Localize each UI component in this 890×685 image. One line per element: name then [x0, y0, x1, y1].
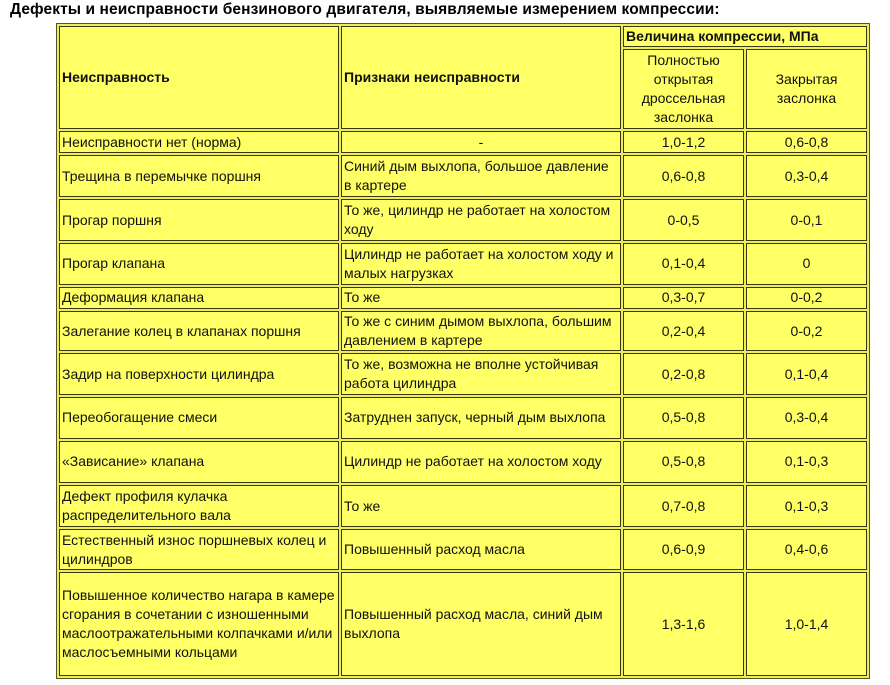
header-fault: Неисправность: [59, 26, 339, 129]
fault-cell: «Зависание» клапана: [59, 441, 339, 484]
signs-cell: -: [341, 131, 621, 152]
fault-cell: Трещина в перемычке поршня: [59, 155, 339, 198]
open-throttle-value: 0,5-0,8: [623, 397, 744, 439]
compression-defects-table: [56, 23, 870, 679]
closed-throttle-value: 0,3-0,4: [746, 397, 867, 439]
fault-cell: Залегание колец в клапанах поршня: [59, 311, 339, 352]
page-title: Дефекты и неисправности бензинового двигателя, выявляемые измерением компрессии:: [10, 1, 720, 18]
closed-throttle-value: 0-0,2: [746, 311, 867, 352]
signs-cell: То же, цилиндр не работает на холостом ходу: [341, 199, 621, 241]
closed-throttle-value: 0,1-0,3: [746, 441, 867, 484]
signs-cell: Повышенный расход масла, синий дым выхлопа: [341, 572, 621, 676]
signs-cell: То же: [341, 287, 621, 309]
table-row: [59, 485, 867, 527]
open-throttle-value: 0,2-0,4: [623, 311, 744, 352]
table-row: [59, 131, 867, 152]
signs-cell: То же: [341, 485, 621, 527]
fault-cell: Прогар поршня: [59, 199, 339, 241]
closed-throttle-value: 0,6-0,8: [746, 131, 867, 152]
open-throttle-value: 0,5-0,8: [623, 441, 744, 484]
header-open-throttle: Полностью открытая дроссельная заслонка: [623, 49, 744, 129]
open-throttle-value: 0,2-0,8: [623, 353, 744, 395]
table-row: [59, 572, 867, 676]
signs-cell: Затруднен запуск, черный дым выхлопа: [341, 397, 621, 439]
closed-throttle-value: 0-0,2: [746, 287, 867, 309]
closed-throttle-value: 0,1-0,3: [746, 485, 867, 527]
table-row: [59, 155, 867, 198]
signs-cell: Цилиндр не работает на холостом ходу и малых нагрузках: [341, 243, 621, 285]
closed-throttle-value: 0,1-0,4: [746, 353, 867, 395]
open-throttle-value: 0,3-0,7: [623, 287, 744, 309]
fault-cell: Задир на поверхности цилиндра: [59, 353, 339, 395]
table-row: [59, 199, 867, 241]
signs-cell: Синий дым выхлопа, большое давление в картере: [341, 155, 621, 198]
closed-throttle-value: 0,3-0,4: [746, 155, 867, 198]
fault-cell: Дефект профиля кулачка распределительного вала: [59, 485, 339, 527]
header-closed-throttle: Закрытая заслонка: [746, 49, 867, 129]
fault-cell: Переобогащение смеси: [59, 397, 339, 439]
signs-cell: То же, возможна не вполне устойчивая работа цилиндра: [341, 353, 621, 395]
closed-throttle-value: 0-0,1: [746, 199, 867, 241]
table-row: [59, 441, 867, 484]
open-throttle-value: 1,3-1,6: [623, 572, 744, 676]
signs-cell: Цилиндр не работает на холостом ходу: [341, 441, 621, 484]
open-throttle-value: 0,1-0,4: [623, 243, 744, 285]
open-throttle-value: 0,7-0,8: [623, 485, 744, 527]
closed-throttle-value: 1,0-1,4: [746, 572, 867, 676]
fault-cell: Естественный износ поршневых колец и цилиндров: [59, 529, 339, 571]
signs-cell: Повышенный расход масла: [341, 529, 621, 571]
fault-cell: Прогар клапана: [59, 243, 339, 285]
fault-cell: Неисправности нет (норма): [59, 131, 339, 152]
closed-throttle-value: 0,4-0,6: [746, 529, 867, 571]
table-row: [59, 243, 867, 285]
fault-cell: Деформация клапана: [59, 287, 339, 309]
table-row: [59, 397, 867, 439]
header-compression: Величина компрессии, МПа: [623, 26, 867, 47]
table-row: [59, 287, 867, 309]
closed-throttle-value: 0: [746, 243, 867, 285]
open-throttle-value: 0-0,5: [623, 199, 744, 241]
header-signs: Признаки неисправности: [341, 26, 621, 129]
open-throttle-value: 1,0-1,2: [623, 131, 744, 152]
signs-cell: То же с синим дымом выхлопа, большим давлением в картере: [341, 311, 621, 352]
table-row: [59, 529, 867, 571]
table-row: [59, 353, 867, 395]
table-row: [59, 311, 867, 352]
open-throttle-value: 0,6-0,9: [623, 529, 744, 571]
fault-cell: Повышенное количество нагара в камере сгорания в сочетании с изношенными маслоотражательными колпачками и/или маслосъемными кольцами: [59, 572, 339, 676]
open-throttle-value: 0,6-0,8: [623, 155, 744, 198]
